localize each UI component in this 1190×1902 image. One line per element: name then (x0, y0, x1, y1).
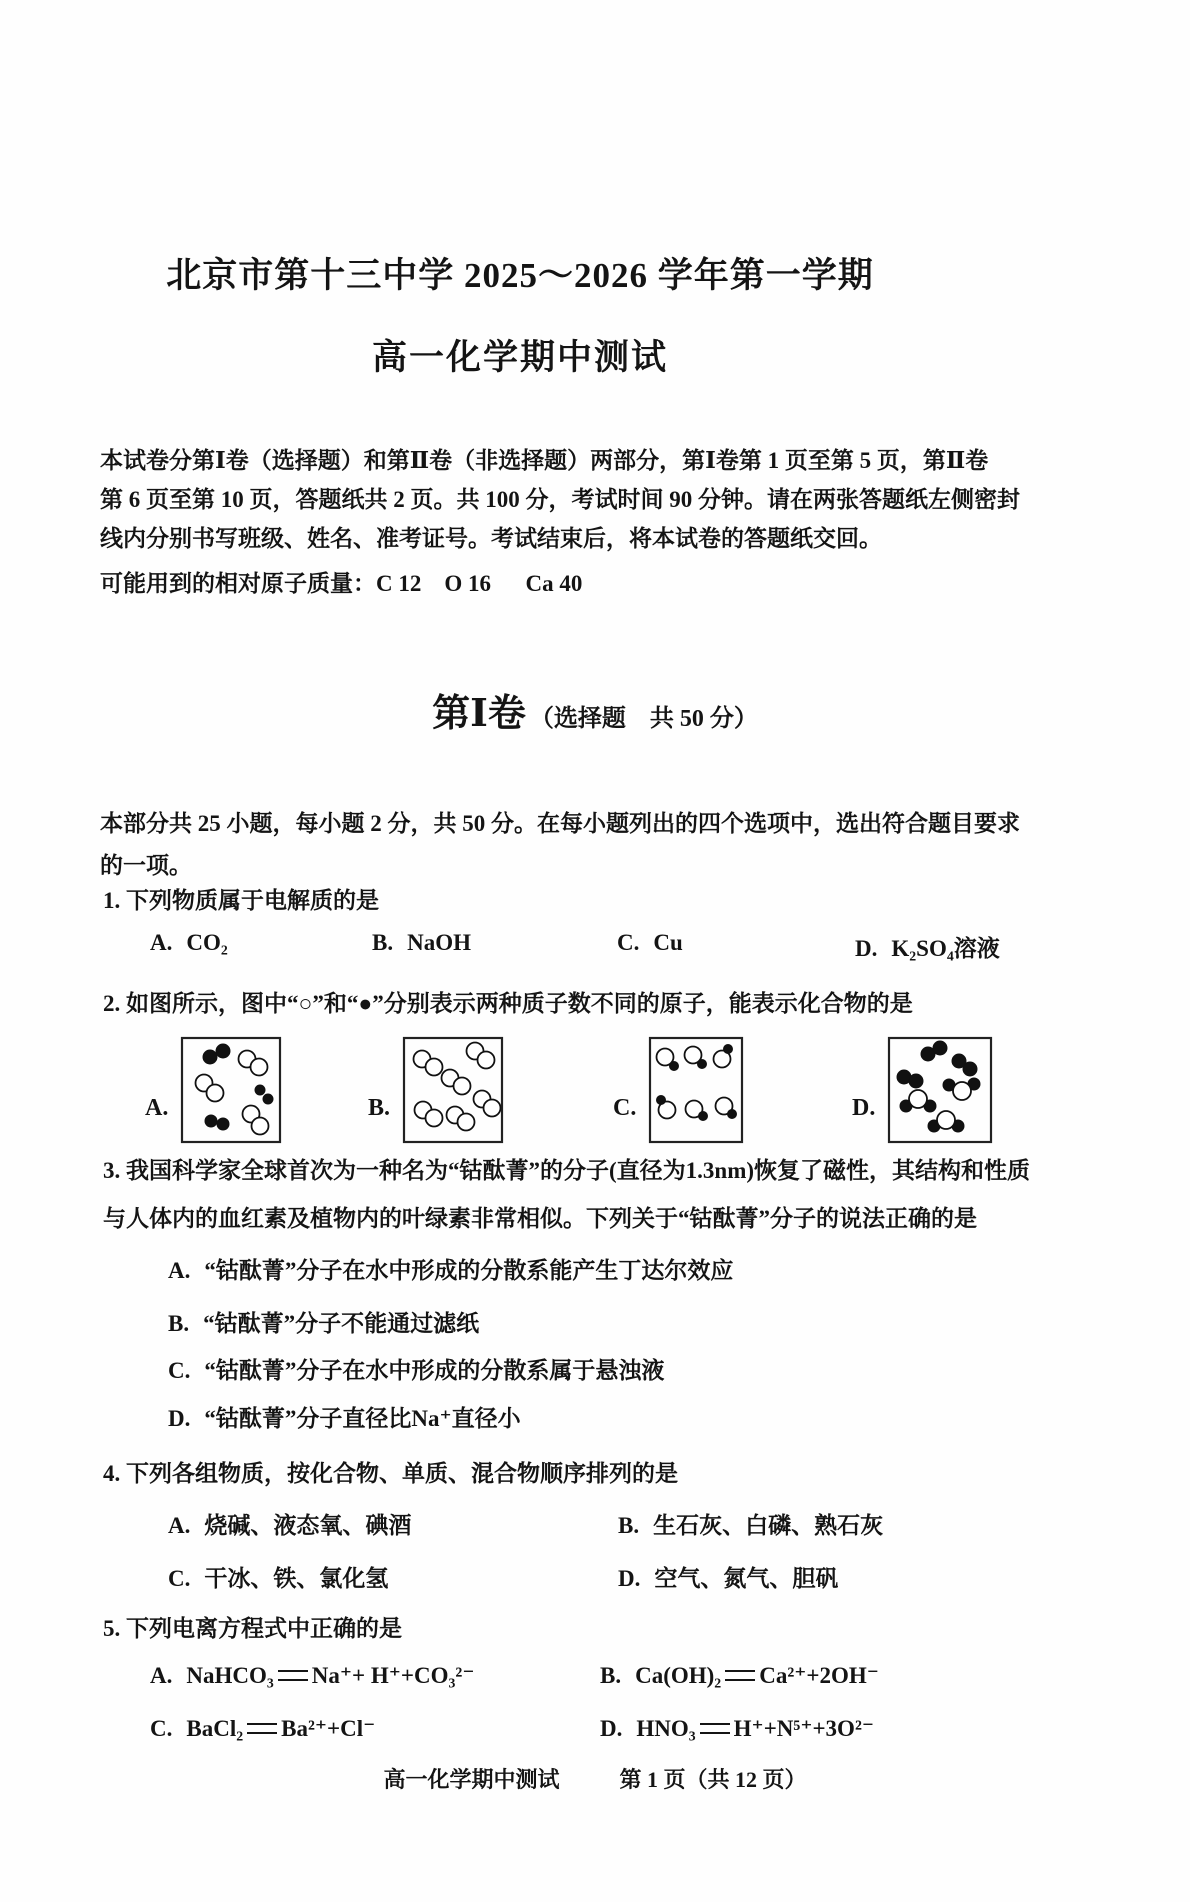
question-5-option-c (150, 1715, 375, 1742)
option-label: C. (150, 1716, 173, 1741)
option-label: B. (368, 1095, 391, 1121)
part1-title: 第Ⅰ卷 (432, 693, 526, 735)
option-text: Cu (653, 930, 683, 955)
question-2-stem: 2. 如图所示，图中“○”和“●”分别表示两种质子数不同的原子，能表示化合物的是 (103, 991, 913, 1016)
exam-title-line2: 高一化学期中测试 (371, 338, 668, 377)
footer-test-name: 高一化学期中测试 (383, 1767, 560, 1792)
option-label: C. (168, 1566, 191, 1591)
question-5-stem: 5. 下列电离方程式中正确的是 (103, 1616, 402, 1641)
molecule-box-a-icon (180, 1036, 282, 1144)
option-label: C. (168, 1358, 191, 1383)
question-4-option-d (618, 1560, 838, 1593)
molecule-box-b-icon (402, 1036, 504, 1144)
question-3-stem-line2: 与人体内的血红素及植物内的叶绿素非常相似。下列关于“钴酞菁”分子的说法正确的是 (103, 1206, 977, 1231)
double-equals-sign (700, 1723, 730, 1734)
option-label: A. (168, 1513, 191, 1538)
double-equals-sign (278, 1670, 308, 1681)
equation-lhs: BaCl₂ (186, 1716, 244, 1741)
double-equals-sign (247, 1723, 277, 1734)
option-text: “钴酞菁”分子在水中形成的分散系能产生丁达尔效应 (204, 1258, 734, 1283)
question-1-option-c (617, 930, 683, 956)
question-3-option-c (168, 1352, 664, 1385)
double-equals-sign (725, 1670, 755, 1681)
question-3-stem-line1: 3. 我国科学家全球首次为一种名为“钴酞菁”的分子(直径为1.3nm)恢复了磁性，其结构和性质 (103, 1158, 1031, 1183)
option-text: “钴酞菁”分子直径比Na⁺直径小 (204, 1406, 521, 1431)
question-2-option-b (368, 1036, 504, 1144)
option-label: A. (168, 1258, 191, 1283)
part1-note-line1: 本部分共 25 小题，每小题 2 分，共 50 分。在每小题列出的四个选项中，选出符合题目要求 (100, 811, 1020, 836)
equation-rhs: H⁺+N⁵⁺+3O²⁻ (733, 1716, 874, 1741)
option-label: B. (600, 1663, 622, 1688)
option-text: NaOH (407, 930, 471, 955)
question-4-option-b (618, 1507, 883, 1540)
question-5-option-b (600, 1662, 879, 1689)
part1-heading (95, 682, 1095, 737)
equation-lhs: HNO₃ (636, 1716, 696, 1741)
option-text: “钴酞菁”分子不能通过滤纸 (203, 1311, 480, 1336)
part1-note-line2: 的一项。 (100, 853, 192, 878)
equation-rhs: Ca²⁺+2OH⁻ (759, 1663, 879, 1688)
option-text: CO₂ (186, 930, 228, 955)
option-label: B. (372, 930, 394, 955)
equation-rhs: Ba²⁺+Cl⁻ (281, 1716, 376, 1741)
option-label: D. (852, 1095, 876, 1121)
part1-subtitle: （选择题 共 50 分） (529, 706, 758, 732)
footer-page-number: 第 1 页（共 12 页） (619, 1767, 807, 1792)
option-text: 干冰、铁、氯化氢 (204, 1566, 389, 1591)
question-1-stem: 1. 下列物质属于电解质的是 (103, 888, 379, 913)
question-2-option-d (852, 1036, 993, 1144)
option-label: D. (600, 1716, 623, 1741)
part1-note (100, 803, 1110, 887)
equation-lhs: Ca(OH)₂ (635, 1663, 722, 1688)
question-3-option-a (168, 1252, 733, 1285)
option-label: A. (150, 930, 173, 955)
option-label: B. (168, 1311, 190, 1336)
question-4-stem: 4. 下列各组物质，按化合物、单质、混合物顺序排列的是 (103, 1461, 678, 1486)
question-3-option-b (168, 1305, 479, 1338)
molecule-box-d-icon (887, 1036, 993, 1144)
option-label: D. (168, 1406, 191, 1431)
question-5-option-a (150, 1662, 474, 1689)
option-text: 烧碱、液态氧、碘酒 (204, 1513, 412, 1538)
option-text: 生石灰、白磷、熟石灰 (653, 1513, 884, 1538)
question-2-option-a (145, 1036, 282, 1144)
option-label: D. (618, 1566, 641, 1591)
option-text: 空气、氮气、胆矾 (654, 1566, 839, 1591)
question-3-option-d (168, 1400, 521, 1433)
option-text: “钴酞菁”分子在水中形成的分散系属于悬浊液 (204, 1358, 665, 1383)
equation-lhs: NaHCO₃ (186, 1663, 274, 1688)
atomic-mass-note: 可能用到的相对原子质量：C 12 O 16 Ca 40 (100, 571, 583, 596)
page-footer (63, 1763, 1127, 1794)
question-2-option-c (613, 1036, 744, 1144)
question-1-option-a (150, 930, 228, 956)
option-text: K₂SO₄溶液 (891, 936, 1000, 961)
option-label: D. (855, 936, 878, 961)
option-label: A. (150, 1663, 173, 1688)
instructions-line-1: 本试卷分第Ⅰ卷（选择题）和第Ⅱ卷（非选择题）两部分，第Ⅰ卷第 1 页至第 5 页，第Ⅱ卷 (100, 448, 989, 473)
equation-rhs: Na⁺+ H⁺+CO₃²⁻ (311, 1663, 475, 1688)
question-5-option-d (600, 1715, 874, 1742)
question-1-option-b (372, 930, 471, 956)
question-1-option-d (855, 930, 1000, 963)
option-label: B. (618, 1513, 640, 1538)
molecule-box-c-icon (648, 1036, 744, 1144)
instructions-line-3: 线内分别书写班级、姓名、准考证号。考试结束后，将本试卷的答题纸交回。 (100, 526, 882, 551)
option-label: A. (145, 1095, 169, 1121)
instructions-line-2: 第 6 页至第 10 页，答题纸共 2 页。共 100 分，考试时间 90 分钟。请在两张答题纸左侧密封 (100, 487, 1020, 512)
option-label: C. (617, 930, 640, 955)
question-4-option-a (168, 1507, 411, 1540)
exam-instructions (100, 441, 1110, 558)
question-4-option-c (168, 1560, 388, 1593)
question-2-diagrams (0, 1036, 1190, 1151)
exam-title-line1: 北京市第十三中学 2025～2026 学年第一学期 (166, 256, 874, 295)
option-label: C. (613, 1095, 637, 1121)
